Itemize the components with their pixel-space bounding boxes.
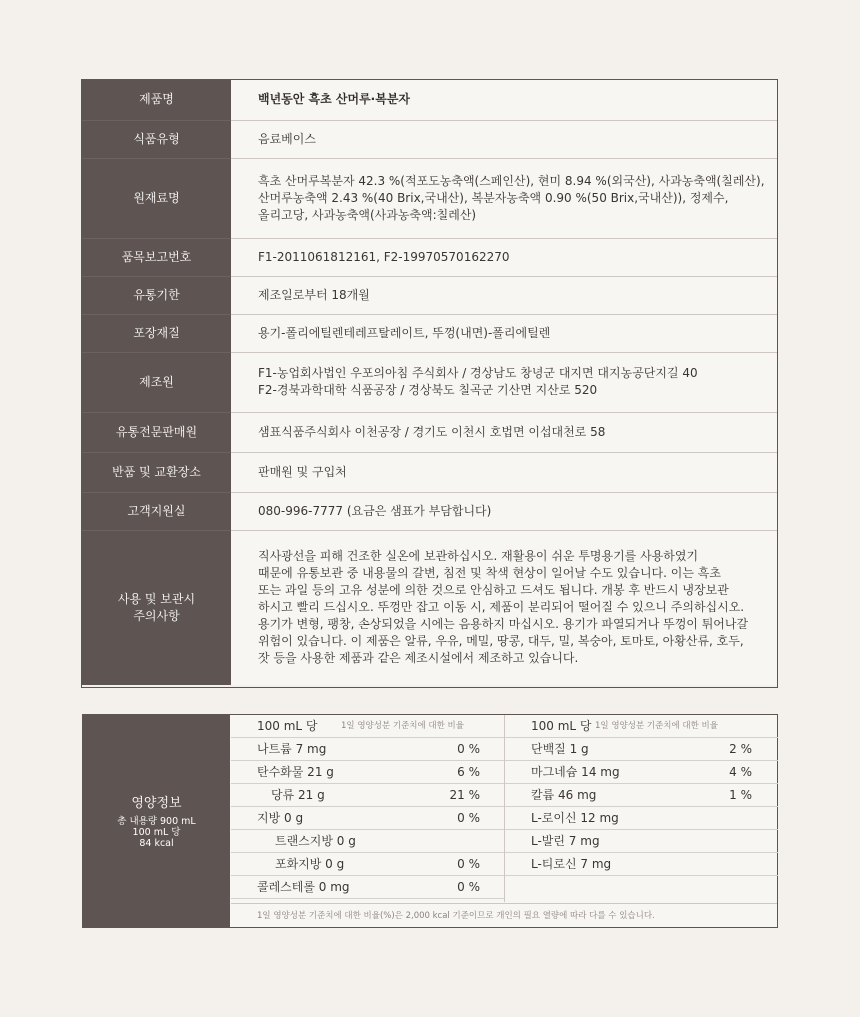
nutrient-name: 탄수화물 21 g — [257, 765, 334, 779]
nutrient-percent: 21 % — [449, 788, 480, 802]
info-label: 고객지원실 — [82, 492, 231, 530]
nutrient-row — [505, 784, 778, 807]
nutrient-row — [231, 876, 504, 899]
product-name: 백년동안 흑초 산머루·복분자 — [258, 92, 411, 107]
nutrient-name: 마그네슘 14 mg — [531, 765, 620, 779]
info-row — [82, 452, 778, 492]
info-label: 원재료명 — [82, 158, 231, 238]
info-value: F1-농업회사법인 우포의아침 주식회사 / 경상남도 창녕군 대지면 대지농공단지길 40 F2-경북과학대학 식품공장 / 경상북도 칠곡군 기산면 지산로 520 — [231, 352, 778, 412]
info-value: 080-996-7777 (요금은 샘표가 부담합니다) — [231, 492, 778, 530]
info-row — [82, 158, 778, 238]
nutrient-name: 트랜스지방 0 g — [275, 834, 356, 848]
nutrition-facts-panel — [82, 714, 778, 928]
nutrient-name: 단백질 1 g — [531, 742, 589, 756]
nutrient-row — [505, 830, 778, 853]
nutrient-percent: 4 % — [729, 765, 752, 779]
nutrient-name: 포화지방 0 g — [275, 857, 345, 871]
nutrition-header-right — [505, 715, 778, 738]
info-label: 유통전문판매원 — [82, 412, 231, 452]
nutrient-name: 지방 0 g — [257, 811, 304, 825]
nutrient-percent: 1 % — [729, 788, 752, 802]
info-value — [231, 80, 778, 120]
nutrient-row — [231, 738, 504, 761]
nutrient-row — [231, 784, 504, 807]
nutrient-percent: 0 % — [457, 880, 480, 894]
nutrition-label-cell — [83, 715, 230, 927]
info-label: 식품유형 — [82, 120, 231, 158]
nutrition-footnote: 1일 영양성분 기준치에 대한 비율(%)은 2,000 kcal 기준이므로 개인의 필요 열량에 따라 다를 수 있습니다. — [231, 903, 777, 927]
nutrient-name: L-발린 7 mg — [531, 834, 600, 848]
info-row — [82, 238, 778, 276]
nutrient-name: 나트륨 7 mg — [257, 742, 327, 756]
nutrient-percent: 6 % — [457, 765, 480, 779]
info-label: 제품명 — [82, 80, 231, 120]
nutrition-column-right — [504, 715, 778, 902]
nutrient-percent: 2 % — [729, 742, 752, 756]
info-label: 포장재질 — [82, 314, 231, 352]
info-label: 사용 및 보관시 주의사항 — [82, 530, 231, 685]
nutrient-name: 콜레스테롤 0 mg — [257, 880, 350, 894]
info-row — [82, 314, 778, 352]
nutrient-row — [505, 738, 778, 761]
nutrition-header-left — [231, 715, 504, 738]
nutrient-name: L-로이신 12 mg — [531, 811, 619, 825]
nutrient-name: L-티로신 7 mg — [531, 857, 612, 871]
nutrition-title: 영양정보 — [131, 796, 182, 811]
nutrient-name: 당류 21 g — [271, 788, 325, 802]
nutrient-name: 칼륨 46 mg — [531, 788, 597, 802]
info-label: 품목보고번호 — [82, 238, 231, 276]
nutrient-row — [505, 807, 778, 830]
info-value: 판매원 및 구입처 — [231, 452, 778, 492]
info-row — [82, 412, 778, 452]
nutrient-row — [231, 853, 504, 876]
info-value: F1-2011061812161, F2-19970570162270 — [231, 238, 778, 276]
info-value: 제조일로부터 18개월 — [231, 276, 778, 314]
nutrient-row — [231, 807, 504, 830]
nutrient-row — [231, 761, 504, 784]
info-label: 반품 및 교환장소 — [82, 452, 231, 492]
info-row — [82, 530, 778, 685]
nutrient-percent: 0 % — [457, 857, 480, 871]
info-label: 제조원 — [82, 352, 231, 412]
nutrient-row — [231, 830, 504, 853]
nutrient-row — [505, 853, 778, 876]
product-info-table — [82, 80, 778, 685]
daily-value-caption: 1일 영양성분 기준치에 대한 비율 — [595, 721, 718, 731]
info-label: 유통기한 — [82, 276, 231, 314]
info-row — [82, 492, 778, 530]
daily-value-caption: 1일 영양성분 기준치에 대한 비율 — [341, 721, 464, 731]
info-row — [82, 120, 778, 158]
nutrition-column-left — [231, 715, 504, 899]
info-row — [82, 276, 778, 314]
info-row — [82, 352, 778, 412]
nutrient-percent: 0 % — [457, 811, 480, 825]
info-value: 직사광선을 피해 건조한 실온에 보관하십시오. 재활용이 쉬운 투명용기를 사용하였기 때문에 유통보관 중 내용물의 갈변, 침전 및 착색 현상이 일어날 수도 있습니다. 이는 흑초 또는 과일 등의 고유 성분에 의한 것으로 안심하고 드셔도 됩니다. 개봉 후 반드시 냉장보관 하시고 빨리 드십시오. 뚜껑만 잡고 이동 시, 제품이 분리되어 떨어질 수 있으니 주의하십시오. 용기가 변형, 팽창, 손상되었을 시에는 음용하지 마십시오. 용기가 파열되거나 뚜껑이 튀어나갈 위험이 있습니다. 이 제품은 알류, 우유, 메밀, 땅콩, 대두, 밀, 복숭아, 토마토, 아황산류, 호두, 잣 등을 사용한 제품과 같은 제조시설에서 제조하고 있습니다. — [231, 530, 778, 685]
serving-unit: 100 mL 당 — [531, 719, 592, 733]
nutrient-percent: 0 % — [457, 742, 480, 756]
nutrition-serving-info: 총 내용량 900 mL 100 mL 당 84 kcal — [117, 816, 196, 849]
info-row — [82, 80, 778, 120]
info-value: 음료베이스 — [231, 120, 778, 158]
info-value: 용기-폴리에틸렌테레프탈레이트, 뚜껑(내면)-폴리에틸렌 — [231, 314, 778, 352]
nutrient-row — [505, 761, 778, 784]
serving-unit: 100 mL 당 — [257, 719, 318, 733]
info-value: 샘표식품주식회사 이천공장 / 경기도 이천시 호법면 이섭대천로 58 — [231, 412, 778, 452]
info-value: 흑초 산머루복분자 42.3 %(적포도농축액(스페인산), 현미 8.94 %(외국산), 사과농축액(칠레산), 산머루농축액 2.43 %(40 Brix,국내산), 복분자농축액 0.90 %(50 Brix,국내산)), 정제수, 올리고당, 사과농축액(사과농축액:칠레산) — [231, 158, 778, 238]
